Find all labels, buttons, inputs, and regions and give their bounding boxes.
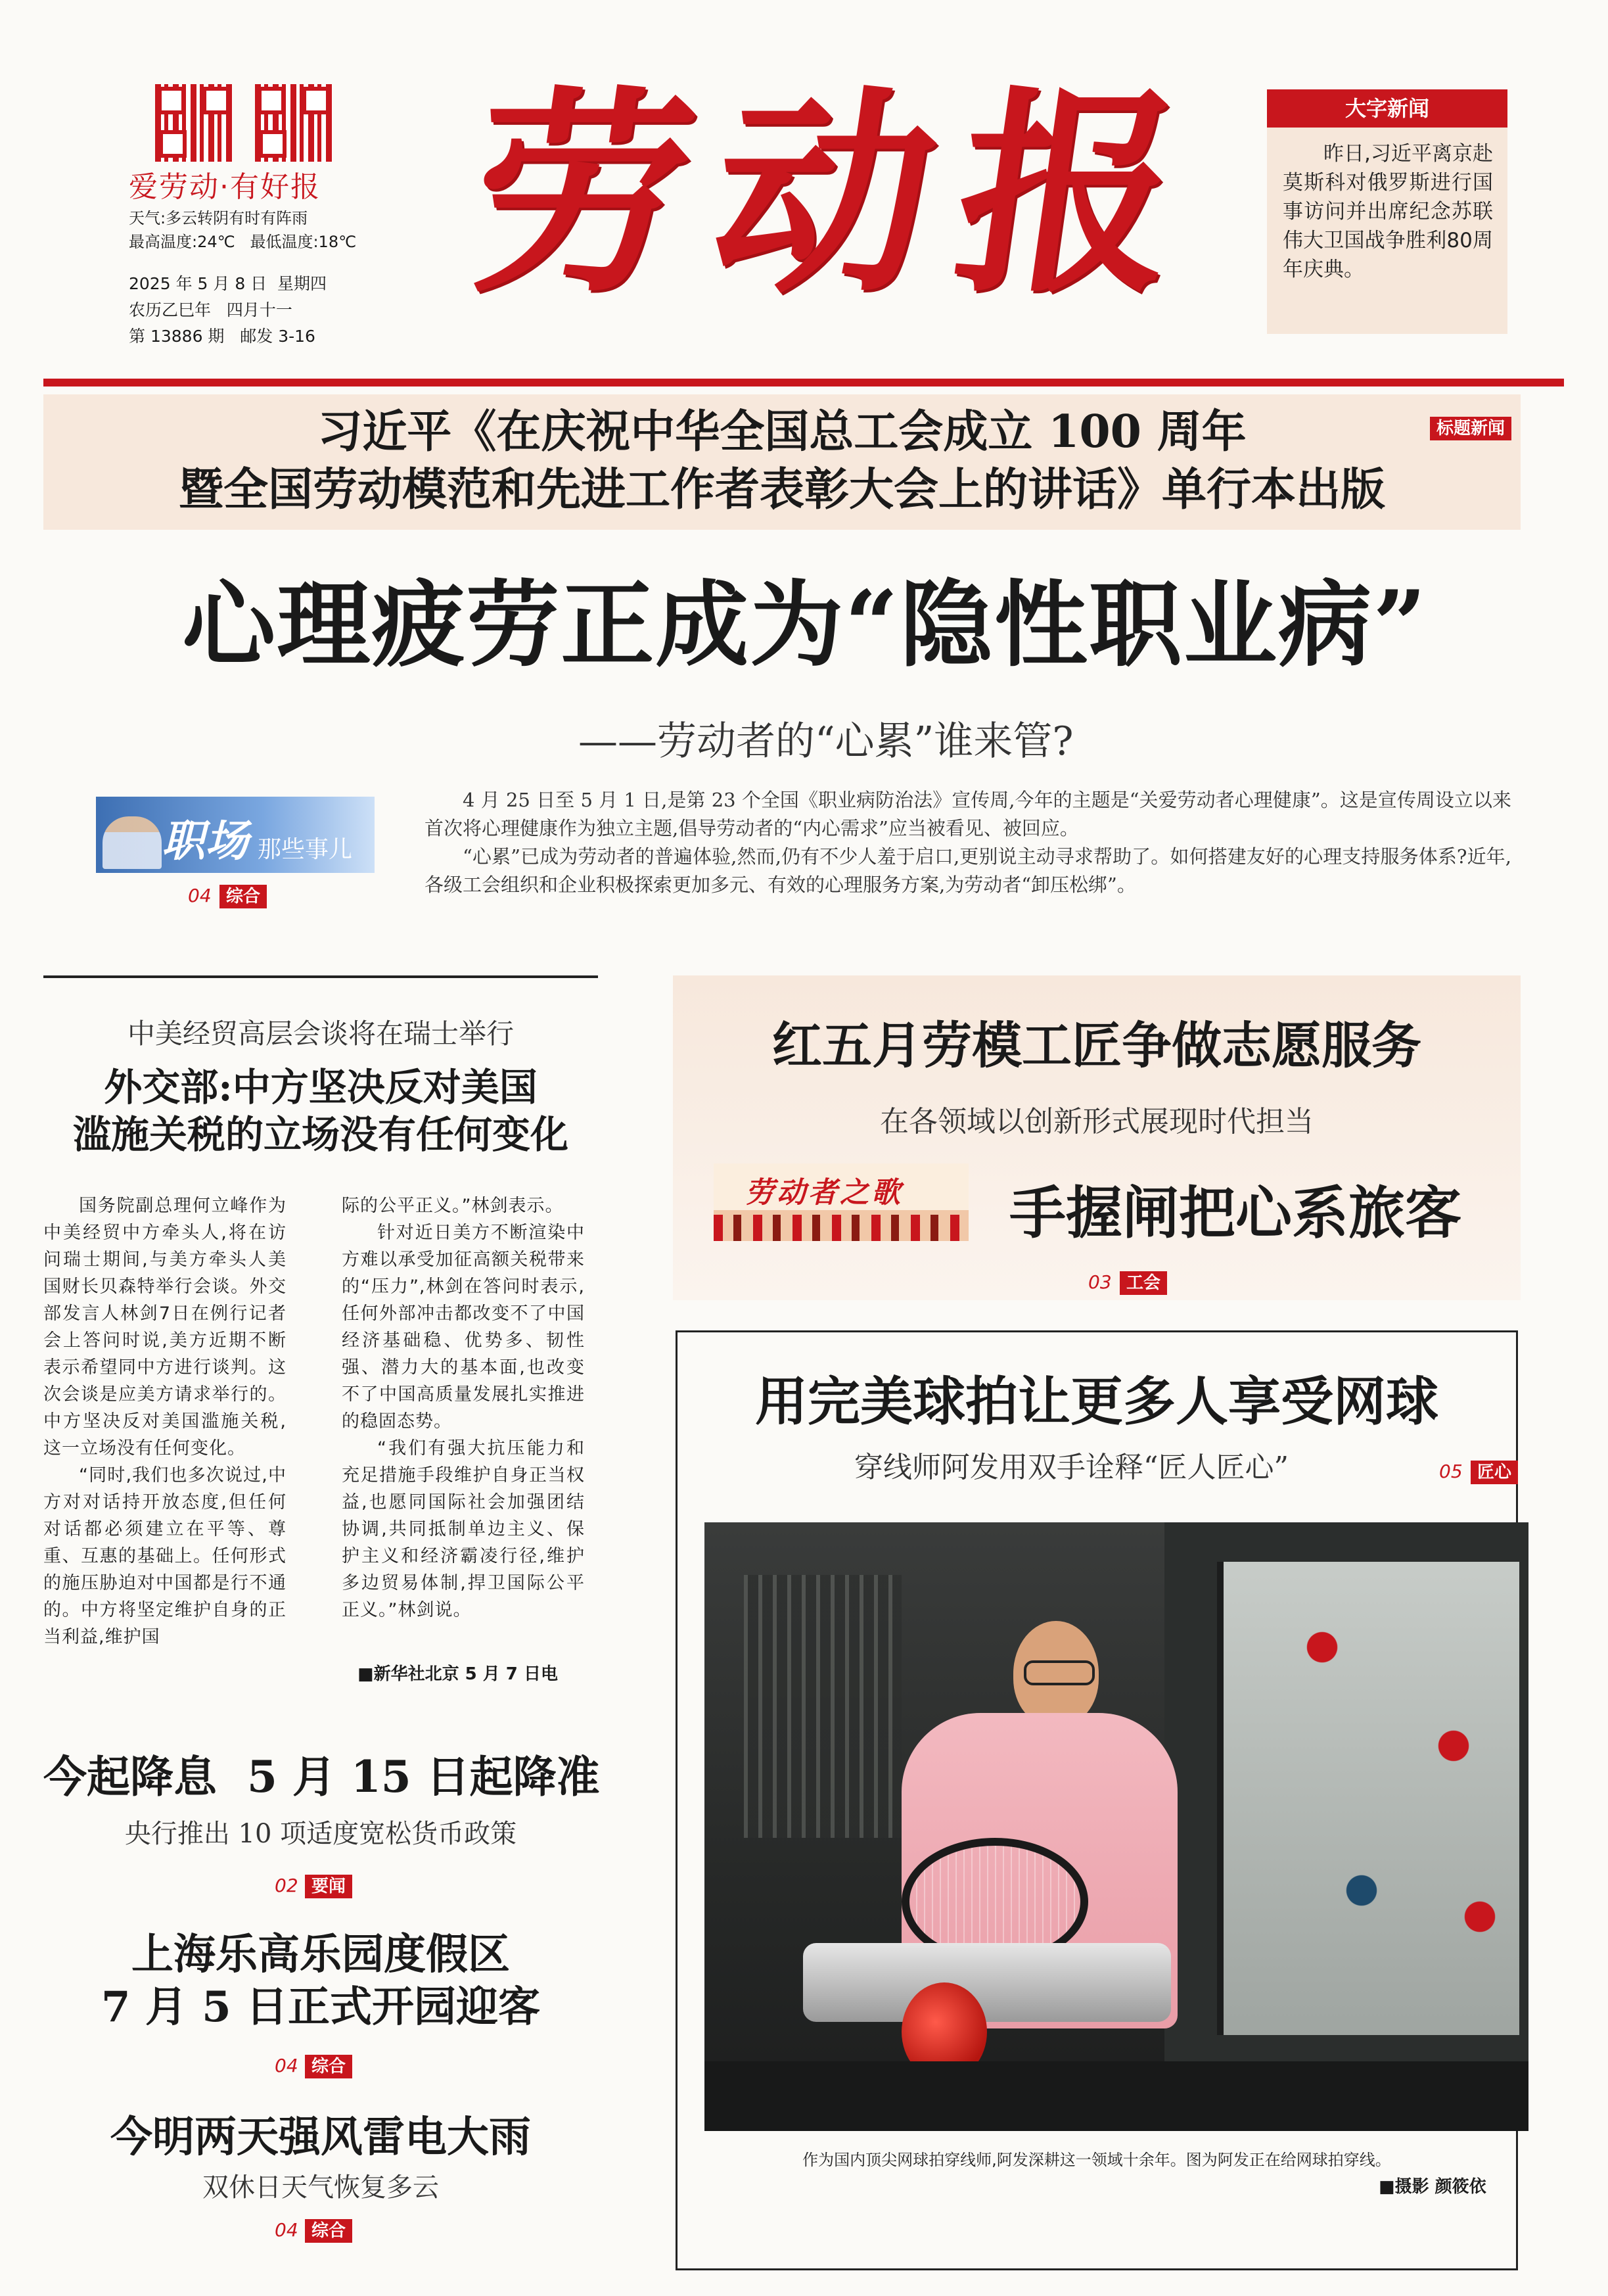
lunar-date: 农历乙巳年 四月十一 bbox=[129, 300, 292, 319]
weather-story-title[interactable]: 今明两天强风雷电大雨 bbox=[110, 2113, 531, 2162]
newspaper-logo: 劳动报 bbox=[455, 66, 1221, 321]
photo-caption: 作为国内顶尖网球拍穿线师,阿发深耕这一领域十余年。图为阿发正在给网球拍穿线。 bbox=[802, 2151, 1391, 2169]
tennis-subtitle: 穿线师阿发用双手诠释“匠人匠心” bbox=[854, 1451, 1289, 1484]
tennis-section-tag[interactable]: 匠心 bbox=[1471, 1461, 1518, 1484]
section-rule-left bbox=[43, 975, 598, 978]
weather-story-subtitle: 双休日天气恢复多云 bbox=[202, 2172, 439, 2203]
headline-news-tag: 标题新闻 bbox=[1430, 417, 1511, 440]
trade-col2-para-2: 针对近日美方不断渲染中方难以承受加征高额关税带来的“压力”,林剑在答问时表示,任何外部冲击都改变不了中国经济基础稳、优势多、韧性强、潜力大的基本面,也改变不了中国高质量发展扎实推进的稳固态势。 bbox=[342, 1223, 585, 1432]
lego-section-tag[interactable]: 综合 bbox=[305, 2055, 352, 2078]
qr-code-right[interactable] bbox=[255, 84, 333, 162]
volunteer-headline[interactable]: 手握闸把心系旅客 bbox=[1009, 1180, 1461, 1246]
column-logo-title: 职场 bbox=[162, 816, 248, 866]
weather-line: 天气:多云转阴有时有阵雨 bbox=[129, 209, 308, 227]
rates-page-number: 02 bbox=[275, 1875, 298, 1896]
trade-title-line-2[interactable]: 滥施关税的立场没有任何变化 bbox=[72, 1112, 568, 1157]
tennis-stringer-photo[interactable] bbox=[704, 1522, 1528, 2131]
tennis-page-number: 05 bbox=[1439, 1461, 1463, 1482]
workers-song-logo[interactable] bbox=[714, 1163, 969, 1241]
trade-title-line-1[interactable]: 外交部:中方坚决反对美国 bbox=[104, 1065, 538, 1110]
rates-section-tag[interactable]: 要闻 bbox=[305, 1875, 352, 1898]
workers-song-logo-text: 劳动者之歌 bbox=[745, 1176, 903, 1209]
banner-line-1[interactable]: 习近平《在庆祝中华全国总工会成立 100 周年 bbox=[317, 406, 1247, 458]
lego-page-number: 04 bbox=[275, 2055, 298, 2076]
trade-body-column-2 bbox=[342, 1192, 585, 1624]
rates-subtitle: 央行推出 10 项适度宽松货币政策 bbox=[124, 1819, 517, 1849]
qr-code-left[interactable] bbox=[155, 84, 233, 162]
trade-col2-para-3: “我们有强大抗压能力和充足措施手段维护自身正当权益,也愿同国际社会加强团结协调,共同抵制单边主义、保护主义和经济霸凌行径,维护多边贸易体制,捍卫国际公平正义。”林剑说。 bbox=[342, 1438, 585, 1620]
date-line: 2025 年 5 月 8 日 星期四 bbox=[129, 274, 327, 293]
trade-col1-para-2: “同时,我们也多次说过,中方对对话持开放态度,但任何对话都必须建立在平等、尊重、互惠的基础上。任何形式的施压胁迫对中国都是行不通的。中方将坚定维护自身的正当利益,维护国 bbox=[43, 1465, 287, 1647]
banner-line-2[interactable]: 暨全国劳动模范和先进工作者表彰大会上的讲话》单行本出版 bbox=[178, 463, 1385, 516]
weather-page-number: 04 bbox=[275, 2219, 298, 2241]
issue-number: 第 13886 期 邮发 3-16 bbox=[129, 327, 315, 346]
rates-title[interactable]: 今起降息 5 月 15 日起降准 bbox=[43, 1751, 600, 1802]
photo-table bbox=[704, 2061, 1528, 2131]
photo-decal-1 bbox=[1296, 1621, 1348, 1674]
trade-kicker: 中美经贸高层会谈将在瑞士举行 bbox=[127, 1018, 514, 1050]
photo-decal-4 bbox=[1454, 1890, 1506, 1943]
lead-paragraph-2: “心累”已成为劳动者的普遍体验,然而,仍有不少人羞于启口,更别说主动寻求帮助了。如何搭建友好的心理支持服务体系?近年,各级工会组织和企业积极探索更加多元、有效的心理服务方案,为劳动者“卸压松绑”。 bbox=[425, 845, 1511, 896]
column-logo-subtitle: 那些事儿 bbox=[258, 836, 353, 863]
photo-credit: ■摄影 颜筱依 bbox=[1379, 2177, 1486, 2197]
workers-silhouette-graphic bbox=[714, 1215, 969, 1241]
photo-stringing-machine bbox=[803, 1943, 1171, 2022]
lead-subhead: ——劳动者的“心累”谁来管? bbox=[578, 718, 1074, 764]
photo-decal-3 bbox=[1335, 1864, 1388, 1917]
trade-body-column-1 bbox=[43, 1192, 287, 1651]
big-news-text[interactable]: 昨日,习近平离京赴莫斯科对俄罗斯进行国事访问并出席纪念苏联伟大卫国战争胜利80周年庆典。 bbox=[1283, 142, 1493, 281]
volunteer-page-number: 03 bbox=[1088, 1271, 1112, 1293]
photo-person-glasses bbox=[1024, 1660, 1095, 1685]
lead-paragraph-1: 4 月 25 日至 5 月 1 日,是第 23 个全国《职业病防治法》宣传周,今年的主题是“关爱劳动者心理健康”。这是宣传周设立以来首次将心理健康作为独立主题,倡导劳动者的“内心需求”应当被看见、被回应。 bbox=[425, 789, 1511, 839]
masthead-rule bbox=[43, 379, 1564, 387]
lead-headline[interactable]: 心理疲劳正成为“隐性职业病” bbox=[182, 571, 1428, 680]
photo-decal-2 bbox=[1427, 1720, 1480, 1772]
big-news-tag: 大字新闻 bbox=[1267, 89, 1507, 128]
trade-col2-para-1: 际的公平正义。”林剑表示。 bbox=[342, 1196, 564, 1216]
tennis-title[interactable]: 用完美球拍让更多人享受网球 bbox=[755, 1371, 1438, 1432]
weather-section-tag[interactable]: 综合 bbox=[305, 2219, 352, 2243]
column-logo-figures bbox=[103, 816, 162, 869]
lead-section-tag[interactable]: 综合 bbox=[219, 885, 267, 908]
temperature-line: 最高温度:24℃ 最低温度:18℃ bbox=[129, 233, 357, 251]
workplace-column-logo[interactable] bbox=[96, 797, 375, 873]
trade-source: ■新华社北京 5 月 7 日电 bbox=[357, 1664, 558, 1684]
volunteer-subtitle: 在各领域以创新形式展现时代担当 bbox=[880, 1105, 1314, 1138]
lego-title-line-1[interactable]: 上海乐高乐园度假区 bbox=[131, 1930, 510, 1979]
slogan: 爱劳动·有好报 bbox=[129, 170, 321, 204]
photo-shelf-rackets bbox=[744, 1575, 902, 1838]
photo-window bbox=[1217, 1562, 1519, 2035]
lead-summary bbox=[425, 786, 1511, 899]
lego-title-line-2[interactable]: 7 月 5 日正式开园迎客 bbox=[101, 1982, 540, 2032]
volunteer-title[interactable]: 红五月劳模工匠争做志愿服务 bbox=[772, 1016, 1421, 1075]
lead-page-number: 04 bbox=[188, 885, 212, 906]
volunteer-section-tag[interactable]: 工会 bbox=[1120, 1271, 1167, 1295]
trade-col1-para-1: 国务院副总理何立峰作为中美经贸中方牵头人,将在访问瑞士期间,与美方牵头人美国财长贝森特举行会谈。外交部发言人林剑7日在例行记者会上答问时说,美方近期不断表示希望同中方进行谈判。这次会谈是应美方请求举行的。中方坚决反对美国滥施关税,这一立场没有任何变化。 bbox=[43, 1196, 287, 1459]
